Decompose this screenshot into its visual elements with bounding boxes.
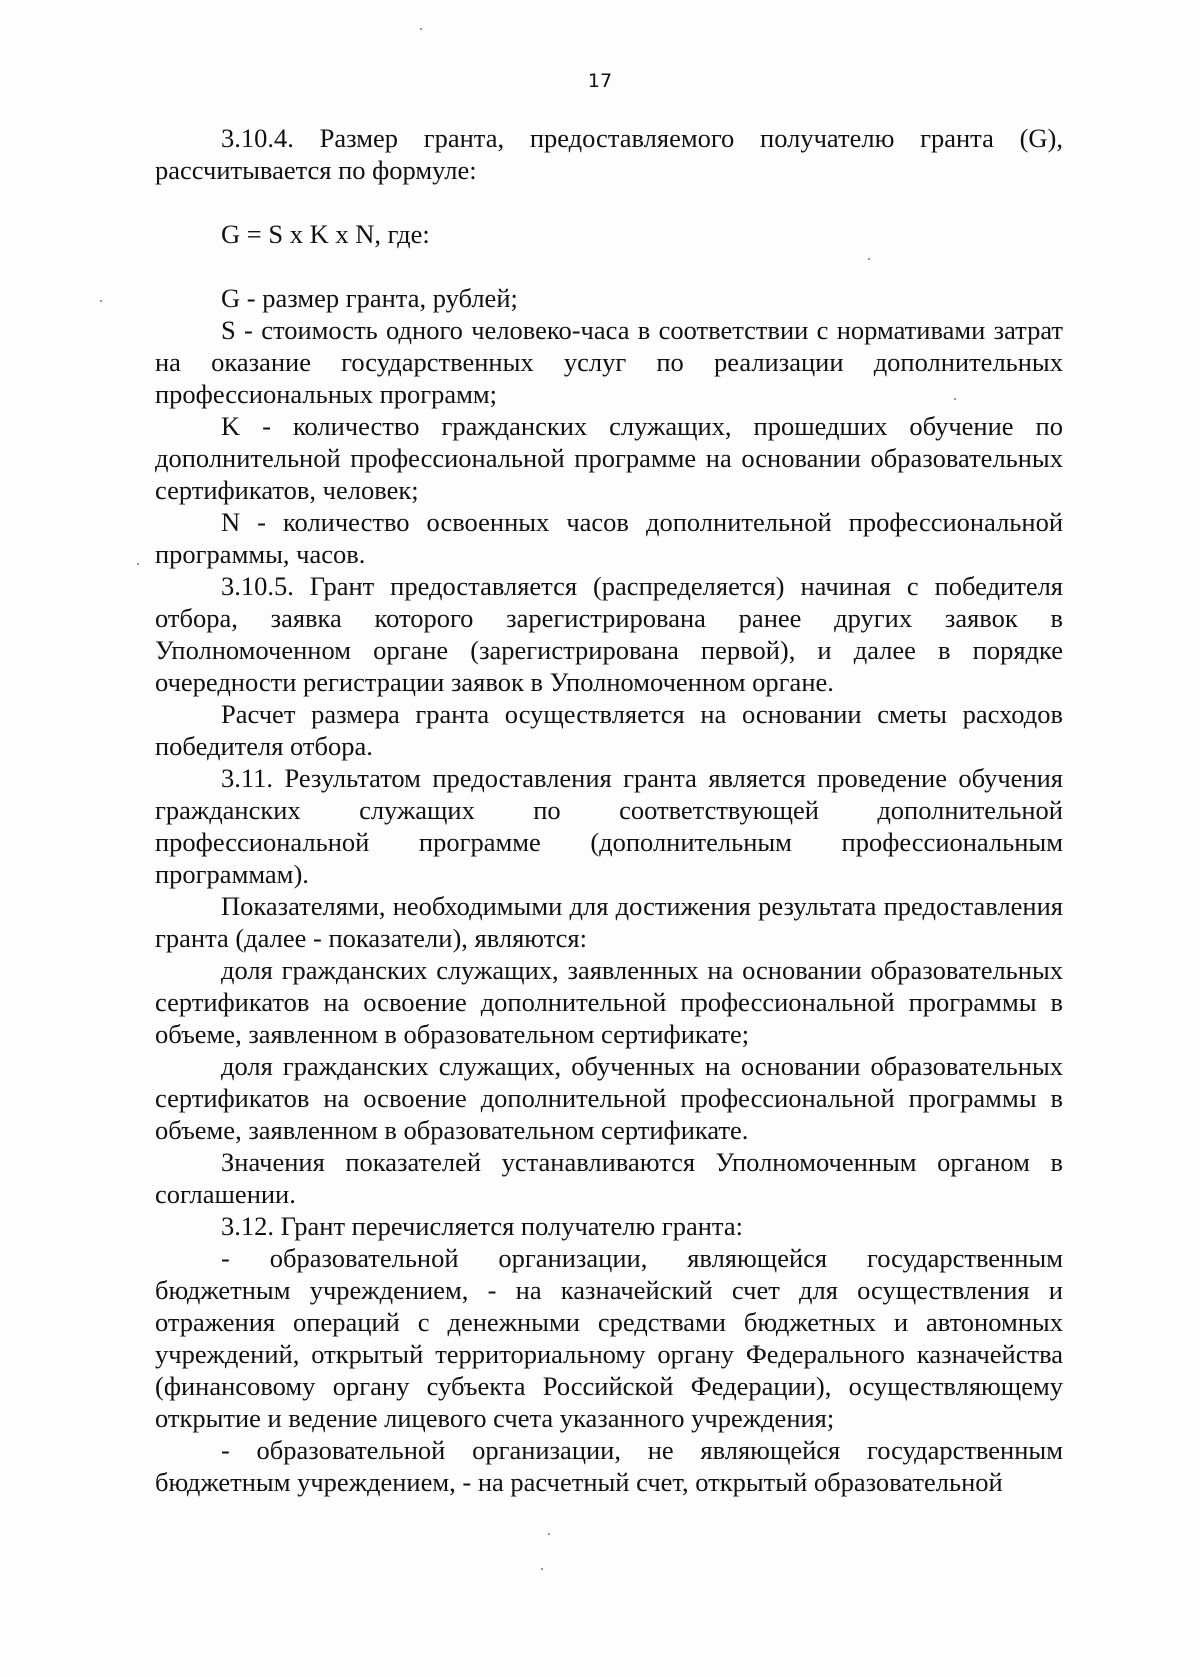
blank-line (155, 250, 1063, 282)
paragraph-grant-calculation: Расчет размера гранта осуществляется на основании сметы расходов победителя отбора. (155, 699, 1063, 761)
indicator-trained-share: доля гражданских служащих, обученных на основании образовательных сертификатов на освоение дополнительной профессиональной программы в объеме, заявленном в образовательном сертификате. (155, 1051, 1063, 1145)
scan-speck (420, 28, 422, 30)
paragraph-3-11: 3.11. Результатом предоставления гранта является проведение обучения гражданских служащих по соответствующей дополнительной профессиональной программе (дополнительным профессиональным программам). (155, 763, 1063, 889)
scan-speck (954, 398, 956, 400)
document-body (155, 122, 1063, 1498)
payment-budget-institution: - образовательной организации, являющейся государственным бюджетным учреждением, - на казначейский счет для осуществления и отражения операций с денежными средствами бюджетных и автономных учреждений, открытый территориальному органу Федерального казначейства (финансовому органу субъекта Российской Федерации), осуществляющему открытие и ведение лицевого счета указанного учреждения; (155, 1243, 1063, 1433)
payment-non-budget-organization: - образовательной организации, не являющейся государственным бюджетным учреждением, - на расчетный счет, открытый образовательной (155, 1435, 1063, 1497)
paragraph-indicator-values: Значения показателей устанавливаются Уполномоченным органом в соглашении. (155, 1147, 1063, 1209)
scan-speck (868, 258, 870, 260)
definition-n: N - количество освоенных часов дополнительной профессиональной программы, часов. (155, 507, 1063, 569)
paragraph-3-10-4: 3.10.4. Размер гранта, предоставляемого получателю гранта (G), рассчитывается по формуле: (155, 123, 1063, 185)
paragraph-3-10-5: 3.10.5. Грант предоставляется (распределяется) начиная с победителя отбора, заявка которого зарегистрирована ранее других заявок в Уполномоченном органе (зарегистрирована первой), и далее в порядке очередности регистрации заявок в Уполномоченном органе. (155, 571, 1063, 697)
page-number: 17 (587, 70, 613, 92)
scan-speck (541, 1568, 543, 1570)
blank-line (155, 186, 1063, 218)
scan-speck (100, 300, 102, 302)
paragraph-3-12: 3.12. Грант перечисляется получателю гранта: (221, 1211, 743, 1241)
scan-speck (548, 1533, 550, 1535)
indicator-declared-share: доля гражданских служащих, заявленных на основании образовательных сертификатов на освоение дополнительной профессиональной программы в объеме, заявленном в образовательном сертификате; (155, 955, 1063, 1049)
scan-speck (137, 563, 139, 565)
definition-g: G - размер гранта, рублей; (221, 283, 518, 313)
paragraph-indicators: Показателями, необходимыми для достижения результата предоставления гранта (далее - показатели), являются: (155, 891, 1063, 953)
definition-s: S - стоимость одного человеко-часа в соответствии с нормативами затрат на оказание государственных услуг по реализации дополнительных профессиональных программ; (155, 315, 1063, 409)
definition-k: K - количество гражданских служащих, прошедших обучение по дополнительной профессиональной программе на основании образовательных сертификатов, человек; (155, 411, 1063, 505)
formula: G = S x K x N, где: (221, 219, 430, 249)
